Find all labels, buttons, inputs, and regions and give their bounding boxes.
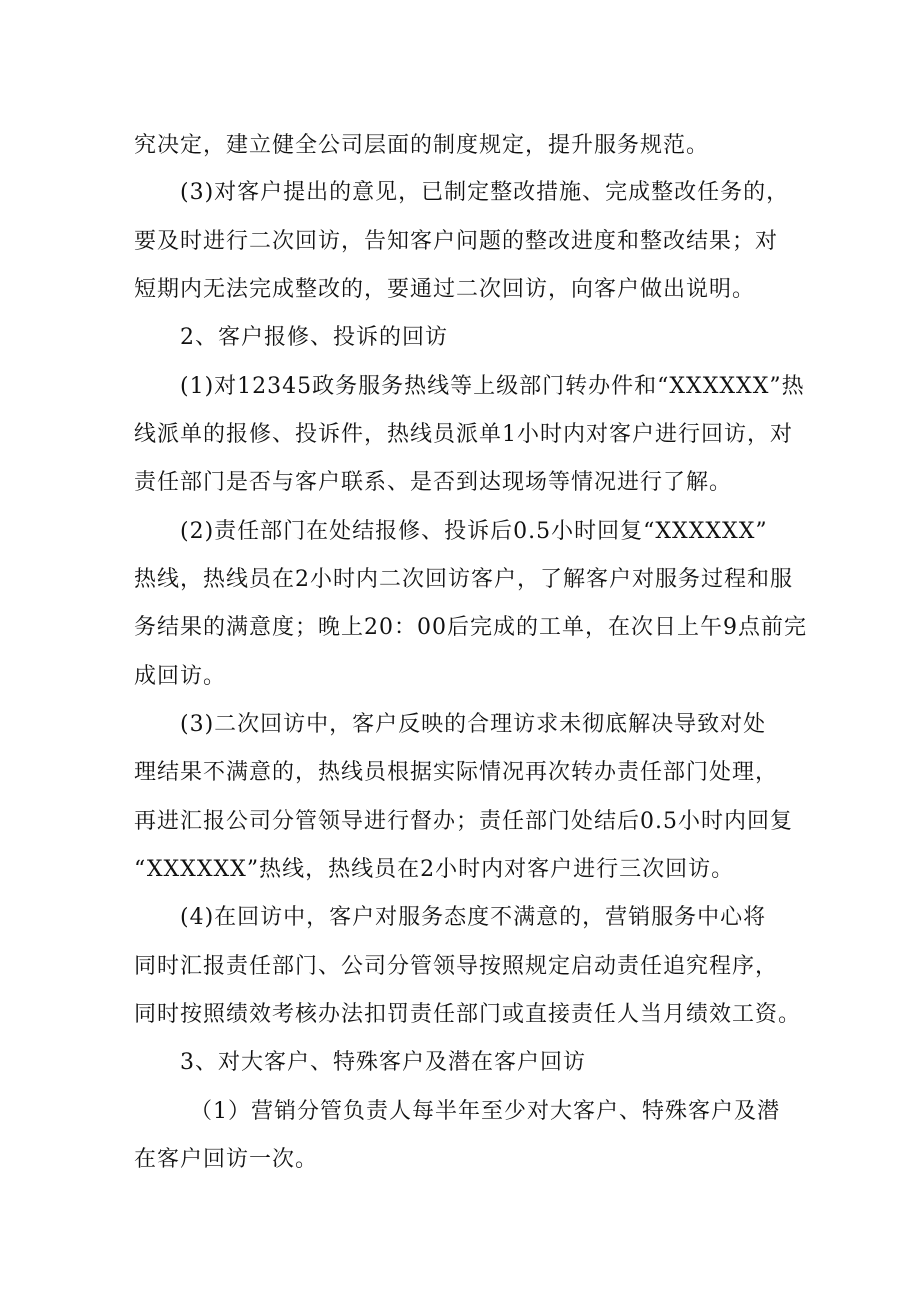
paragraph-line: 短期内无法完成整改的，要通过二次回访，向客户做出说明。 [134, 277, 756, 302]
paragraph-line: 究决定，建立健全公司层面的制度规定，提升服务规范。 [134, 133, 710, 158]
paragraph-line: 再进汇报公司分管领导进行督办；责任部门处结后0.5小时内回复 [134, 809, 793, 834]
paragraph-line: (4)在回访中，客户对服务态度不满意的，营销服务中心将 [180, 905, 767, 930]
section-heading: 3、对大客户、特殊客户及潜在客户回访 [180, 1050, 586, 1075]
paragraph-line: 在客户回访一次。 [134, 1147, 319, 1172]
paragraph-line: (3)对客户提出的意见，已制定整改措施、完成整改任务的， [180, 180, 790, 205]
paragraph-line: 务结果的满意度；晚上20：00后完成的工单，在次日上午9点前完 [134, 615, 807, 640]
paragraph-line: (2)责任部门在处结报修、投诉后0.5小时回复“XXXXXX” [180, 519, 768, 544]
paragraph-line: (1)对12345政务服务热线等上级部门转办件和“XXXXXX”热 [180, 374, 805, 399]
paragraph-line: “XXXXXX”热线，热线员在2小时内对客户进行三次回访。 [134, 857, 735, 882]
section-heading: 2、客户报修、投诉的回访 [180, 325, 448, 350]
paragraph-line: 同时按照绩效考核办法扣罚责任部门或直接责任人当月绩效工资。 [134, 1002, 802, 1027]
paragraph-line: 责任部门是否与客户联系、是否到达现场等情况进行了解。 [134, 470, 733, 495]
paragraph-line: 热线，热线员在2小时内二次回访客户，了解客户对服务过程和服 [134, 567, 793, 592]
paragraph-line: 理结果不满意的，热线员根据实际情况再次转办责任部门处理， [134, 760, 779, 785]
paragraph-line: 成回访。 [134, 664, 227, 689]
paragraph-line: 线派单的报修、投诉件，热线员派单1小时内对客户进行回访，对 [134, 422, 793, 447]
paragraph-line: （1）营销分管负责人每半年至少对大客户、特殊客户及潜 [190, 1099, 780, 1124]
paragraph-line: 同时汇报责任部门、公司分管领导按照规定启动责任追究程序， [134, 954, 779, 979]
paragraph-line: 要及时进行二次回访，告知客户问题的整改进度和整改结果；对 [134, 229, 779, 254]
paragraph-line: (3)二次回访中，客户反映的合理访求未彻底解决导致对处 [180, 712, 767, 737]
